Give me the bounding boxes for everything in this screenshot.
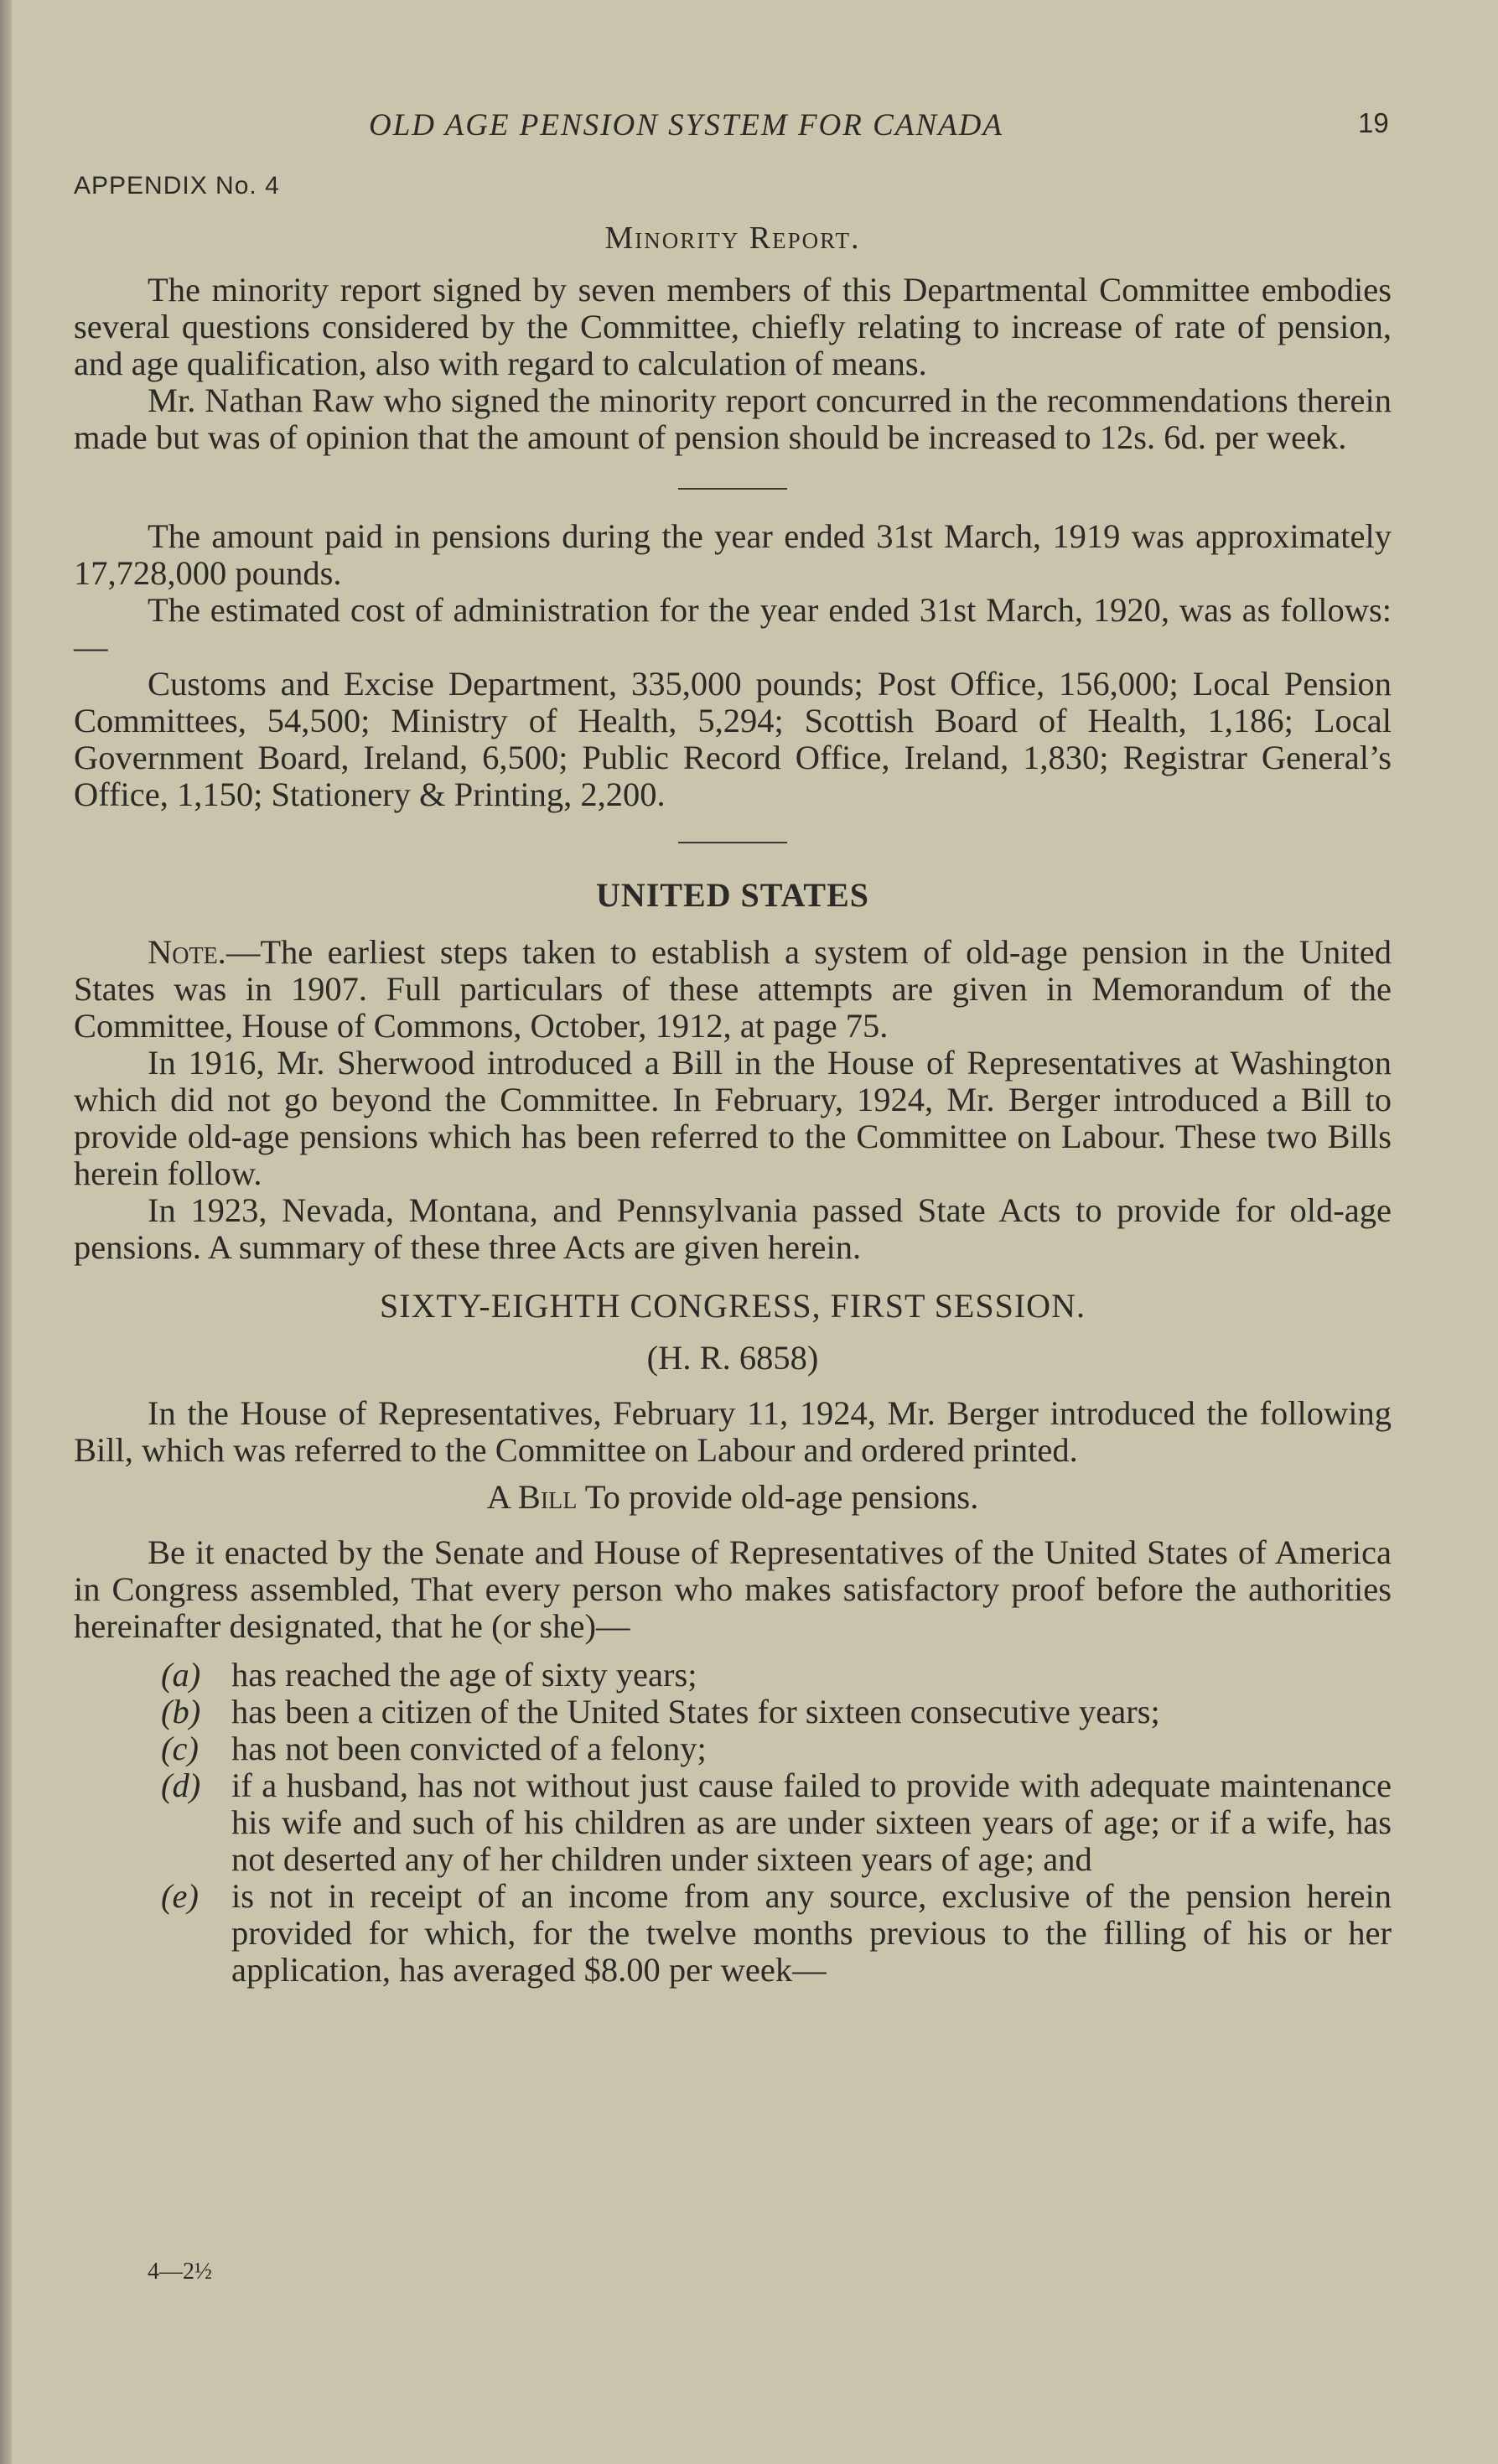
item-letter: (b) [161,1693,201,1730]
item-letter: (e) [161,1877,199,1915]
appendix-label: APPENDIX No. 4 [74,172,280,200]
list-item [161,1767,1392,1878]
united-states-heading: UNITED STATES [595,876,870,914]
item-text: has reached the age of sixty years; [231,1656,697,1694]
section-divider [678,842,787,843]
minority-paragraph: Mr. Nathan Raw who signed the minority report concurred in the recommendations therein made but was of opinion that the amount of pension should be increased to 12s. 6d. per week. [74,381,1392,456]
page-body [74,220,1392,1989]
page-number: 19 [1358,107,1389,138]
costs-paragraph: The estimated cost of administration for the year ended 31st March, 1920, was as follows:— [74,591,1392,666]
costs-paragraph: The amount paid in pensions during the year ended 31st March, 1919 was approximately 17,728,000 pounds. [74,517,1392,592]
item-text: is not in receipt of an income from any source, exclusive of the pension herein provided for which, for the twelve months previous to the filling of his or her application, has averaged $8.00 per week— [231,1877,1392,1989]
us-paragraph: In 1923, Nevada, Montana, and Pennsylvania passed State Acts to provide for old-age pensions. A summary of these three Acts are given herein. [74,1191,1392,1266]
note-label: Note. [148,933,226,971]
qualification-list [74,1657,1392,1989]
minority-paragraph: The minority report signed by seven members of this Departmental Committee embodies several questions considered by the Committee, chiefly relating to increase of rate of pension, and age qualification, also with regard to calculation of means. [74,271,1392,382]
signature-mark: 4—2½ [148,2259,212,2285]
note-text: —The earliest steps taken to establish a system of old-age pension in the United States was in 1907. Full particulars of these attempts are given in Memorandum of the Committee, House of Commons, October, 1912, at page 75. [74,933,1392,1045]
bill-title: To provide old-age pensions. [577,1478,979,1516]
item-letter: (d) [161,1766,201,1804]
note-paragraph [74,934,1392,1045]
bill-number: (H. R. 6858) [646,1339,819,1377]
section-divider [678,488,787,490]
list-item [161,1730,1392,1767]
list-item [161,1878,1392,1989]
us-paragraph: In 1916, Mr. Sherwood introduced a Bill in the House of Representatives at Washington which did not go beyond the Committee. In February, 1924, Mr. Berger introduced a Bill to provide old-age pensions which has been referred to the Committee on Labour. These two Bills herein follow. [74,1044,1392,1192]
item-text: has been a citizen of the United States for sixteen consecutive years; [231,1693,1160,1730]
page-edge [0,0,12,2464]
item-letter: (a) [161,1656,201,1694]
list-item [161,1694,1392,1730]
running-header-title: OLD AGE PENSION SYSTEM FOR CANADA [369,108,1004,143]
bill-intro-paragraph: In the House of Representatives, February 11, 1924, Mr. Berger introduced the following Bill, which was referred to the Committee on Labour and ordered printed. [74,1394,1392,1469]
bill-label: A Bill [486,1478,578,1516]
item-letter: (c) [161,1730,199,1767]
list-item [161,1657,1392,1694]
costs-paragraph: Customs and Excise Department, 335,000 pounds; Post Office, 156,000; Local Pension Committees, 54,500; Ministry of Health, 5,294; Scottish Board of Health, 1,186; Local Government Board, Ireland, 6,500; Public Record Office, Ireland, 1,830; Registrar General’s Office, 1,150; Stationery & Printing, 2,200. [74,665,1392,813]
item-text: has not been convicted of a felony; [231,1730,707,1767]
bill-title-line [74,1479,1392,1516]
item-text: if a husband, has not without just cause failed to provide with adequate maintenance his wife and such of his children as are under sixteen years of age; or if a wife, has not deserted any of her children under sixteen years of age; and [231,1766,1392,1878]
minority-report-heading: Minority Report. [604,220,861,256]
congress-heading: SIXTY-EIGHTH CONGRESS, FIRST SESSION. [380,1287,1086,1325]
enacting-clause: Be it enacted by the Senate and House of Representatives of the United States of America in Congress assembled, That every person who makes satisfactory proof before the authorities hereinafter designated, that he (or she)— [74,1533,1392,1645]
